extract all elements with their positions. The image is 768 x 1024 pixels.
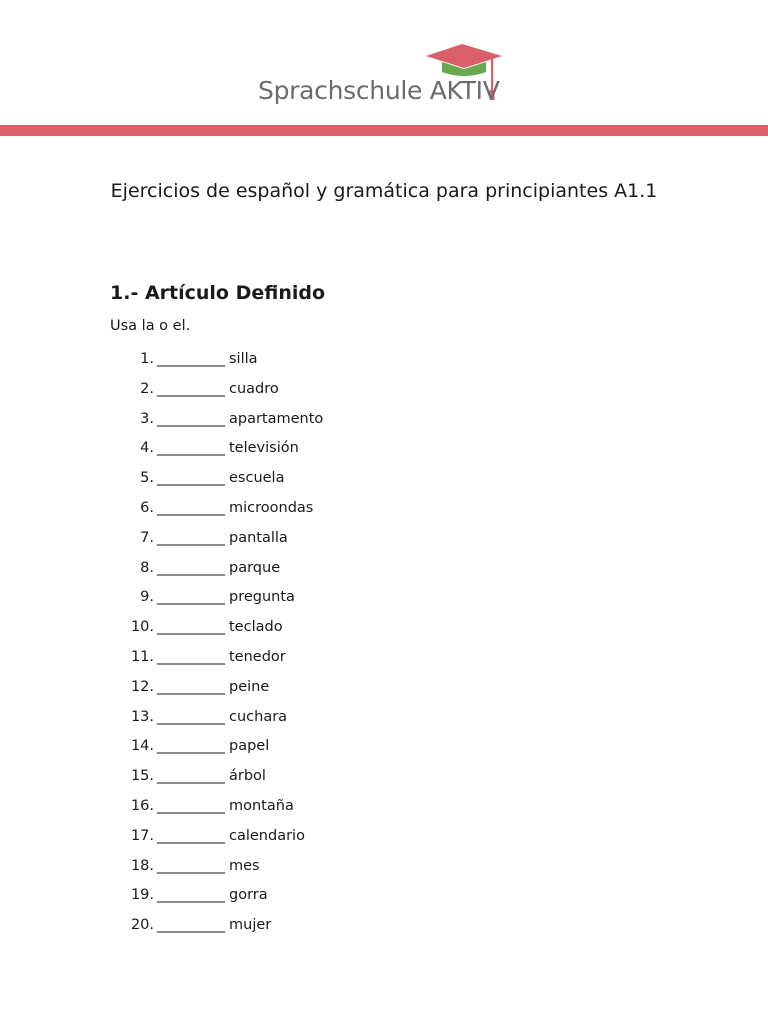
item-number: 9. bbox=[140, 589, 154, 606]
item-number: 11. bbox=[130, 648, 154, 665]
noun-word: árbol bbox=[229, 768, 266, 785]
list-item bbox=[0, 616, 768, 646]
answer-blank: __________ bbox=[157, 499, 225, 516]
list-item bbox=[0, 855, 768, 885]
noun-word: gorra bbox=[229, 887, 268, 904]
item-number: 10. bbox=[130, 619, 154, 636]
list-item bbox=[0, 765, 768, 795]
noun-word: cuadro bbox=[229, 380, 279, 397]
noun-word: mujer bbox=[229, 917, 272, 934]
answer-blank: __________ bbox=[157, 619, 225, 636]
answer-blank: __________ bbox=[157, 887, 225, 904]
answer-blank: __________ bbox=[157, 440, 225, 457]
noun-word: silla bbox=[229, 351, 258, 367]
item-number: 7. bbox=[140, 529, 154, 546]
answer-blank: __________ bbox=[157, 797, 225, 814]
item-number: 5. bbox=[140, 470, 154, 487]
answer-blank: __________ bbox=[157, 678, 225, 695]
noun-word: montaña bbox=[229, 797, 294, 814]
answer-blank: __________ bbox=[157, 529, 225, 546]
noun-word: mes bbox=[229, 857, 260, 874]
item-number: 18. bbox=[130, 857, 154, 874]
item-number: 12. bbox=[130, 678, 154, 695]
list-item bbox=[0, 914, 768, 944]
answer-blank: __________ bbox=[157, 708, 225, 725]
item-number: 2. bbox=[140, 380, 154, 397]
list-item bbox=[0, 735, 768, 765]
answer-blank: __________ bbox=[157, 559, 225, 576]
noun-word: parque bbox=[229, 559, 281, 576]
noun-word: apartamento bbox=[229, 410, 324, 427]
answer-blank: __________ bbox=[157, 857, 225, 874]
exercise-instruction: Usa la o el. bbox=[110, 318, 191, 334]
exercise-list bbox=[0, 348, 768, 944]
list-item bbox=[0, 378, 768, 408]
answer-blank: __________ bbox=[157, 827, 225, 844]
item-number: 14. bbox=[130, 738, 154, 755]
list-item bbox=[0, 437, 768, 467]
item-number: 3. bbox=[140, 410, 154, 427]
document-title: Ejercicios de español y gramática para principiantes A1.1 bbox=[110, 180, 658, 202]
list-item bbox=[0, 497, 768, 527]
header-divider-bar bbox=[0, 125, 768, 136]
item-number: 20. bbox=[130, 917, 154, 934]
answer-blank: __________ bbox=[157, 380, 225, 397]
answer-blank: __________ bbox=[157, 410, 225, 427]
answer-blank: __________ bbox=[157, 589, 225, 606]
list-item bbox=[0, 408, 768, 438]
list-item bbox=[0, 795, 768, 825]
answer-blank: __________ bbox=[157, 738, 225, 755]
noun-word: papel bbox=[229, 738, 270, 755]
list-item bbox=[0, 557, 768, 587]
noun-word: peine bbox=[229, 678, 270, 695]
list-item bbox=[0, 467, 768, 497]
item-number: 19. bbox=[130, 887, 154, 904]
list-item bbox=[0, 527, 768, 557]
item-number: 13. bbox=[130, 708, 154, 725]
noun-word: cuchara bbox=[229, 708, 288, 725]
answer-blank: __________ bbox=[157, 917, 225, 934]
noun-word: microondas bbox=[229, 499, 314, 516]
answer-blank: __________ bbox=[157, 648, 225, 665]
answer-blank: __________ bbox=[157, 768, 225, 785]
list-item bbox=[0, 884, 768, 914]
noun-word: calendario bbox=[229, 827, 305, 844]
item-number: 15. bbox=[130, 768, 154, 785]
section-heading: 1.- Artículo Definido bbox=[110, 282, 326, 304]
noun-word: televisión bbox=[229, 440, 299, 457]
logo bbox=[256, 42, 516, 112]
list-item bbox=[0, 825, 768, 855]
noun-word: teclado bbox=[229, 619, 283, 636]
answer-blank: __________ bbox=[157, 351, 225, 367]
item-number: 6. bbox=[140, 499, 154, 516]
noun-word: escuela bbox=[229, 470, 285, 487]
answer-blank: __________ bbox=[157, 470, 225, 487]
noun-word: tenedor bbox=[229, 648, 286, 665]
list-item bbox=[0, 646, 768, 676]
noun-word: pregunta bbox=[229, 589, 295, 606]
list-item bbox=[0, 706, 768, 736]
item-number: 4. bbox=[140, 440, 154, 457]
item-number: 16. bbox=[130, 797, 154, 814]
list-item bbox=[0, 676, 768, 706]
logo-text: Sprachschule AKTIV bbox=[258, 76, 500, 105]
noun-word: pantalla bbox=[229, 529, 288, 546]
list-item bbox=[0, 586, 768, 616]
item-number: 1. bbox=[140, 351, 154, 367]
item-number: 17. bbox=[130, 827, 154, 844]
list-item bbox=[0, 348, 768, 378]
item-number: 8. bbox=[140, 559, 154, 576]
